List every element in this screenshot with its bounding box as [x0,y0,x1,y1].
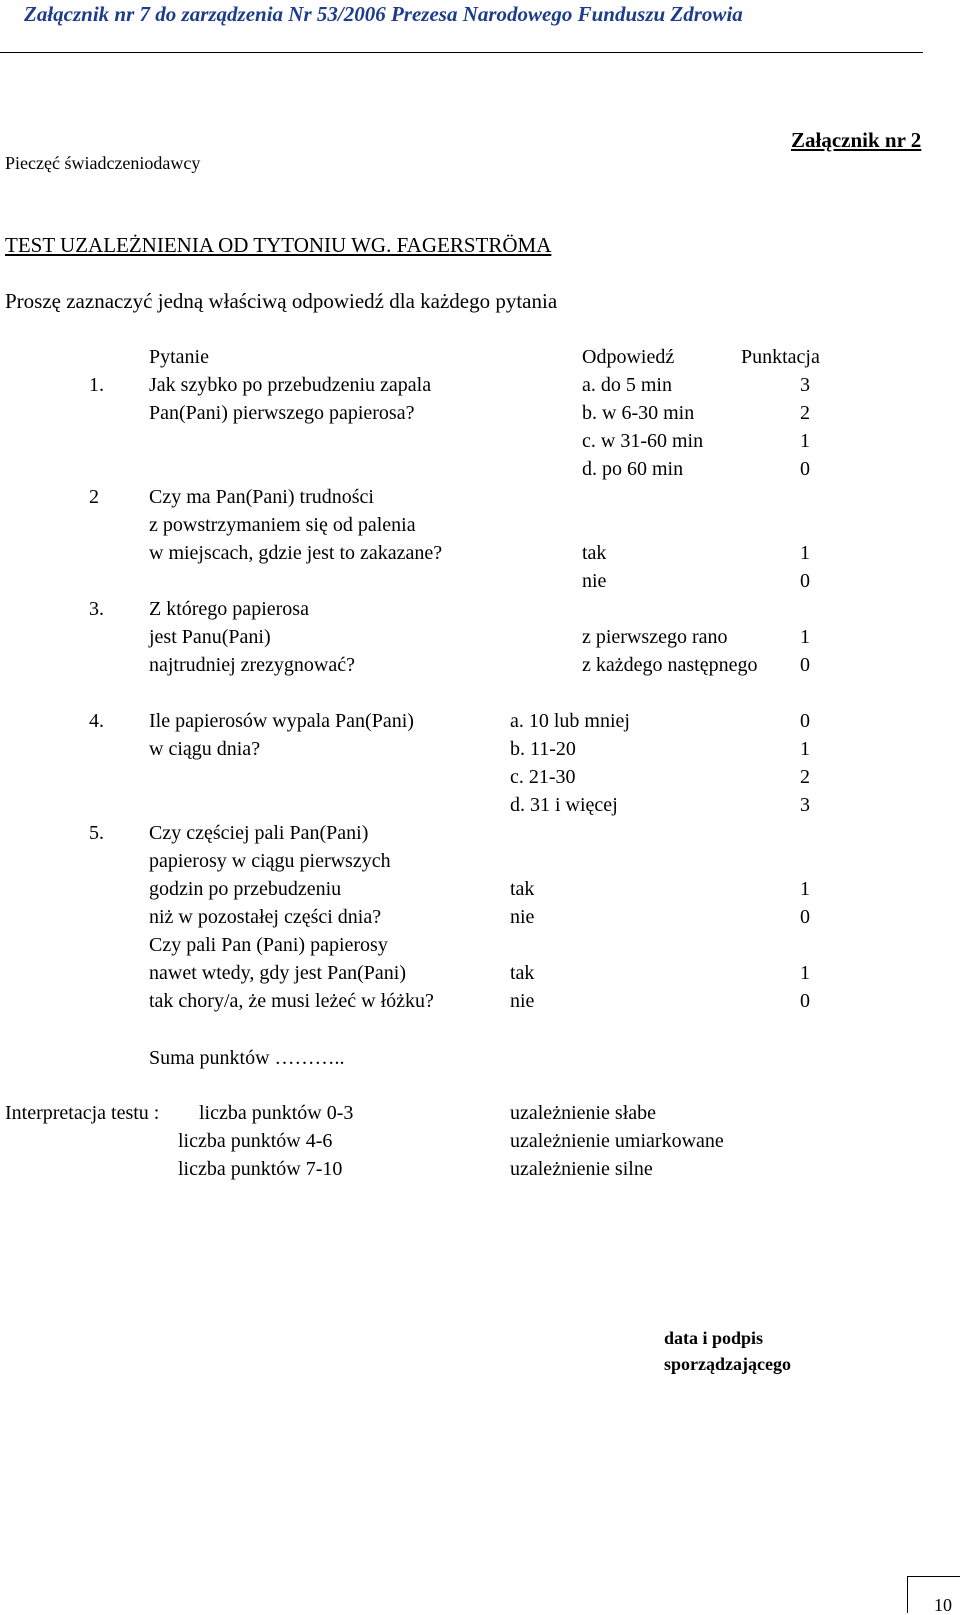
signature-line2: sporządzającego [664,1354,791,1374]
question-text: najtrudniej zrezygnować? [149,654,356,676]
interpretation-result: uzależnienie silne [510,1158,653,1180]
page-number: 10 [934,1595,952,1615]
answer-points: 1 [800,738,810,760]
column-answer: Odpowiedź [582,346,675,368]
answer-points: 0 [800,570,810,592]
question-text: Czy pali Pan (Pani) papierosy [149,934,388,956]
answer-option: tak [510,878,535,900]
answer-option: z pierwszego rano [582,626,728,648]
answer-option: nie [510,990,535,1012]
question-number: 3. [89,598,104,620]
answer-option: b. 11-20 [510,738,576,760]
interpretation-range: liczba punktów 4-6 [178,1130,333,1152]
interpretation-label: Interpretacja testu : [5,1102,160,1124]
signature-line1: data i podpis [664,1328,764,1348]
answer-points: 2 [800,402,810,424]
answer-points: 0 [800,710,810,732]
question-text: jest Panu(Pani) [149,626,271,648]
answer-points: 0 [800,990,810,1012]
question-text: Jak szybko po przebudzeniu zapala [149,374,432,396]
answer-points: 1 [800,626,810,648]
question-text: godzin po przebudzeniu [149,878,342,900]
answer-option: tak [582,542,607,564]
question-number: 4. [89,710,104,732]
test-instruction: Proszę zaznaczyć jedną właściwą odpowiedź dla każdego pytania [5,289,558,313]
answer-option: z każdego następnego [582,654,758,676]
answer-points: 3 [800,794,810,816]
answer-points: 0 [800,906,810,928]
interpretation-range: liczba punktów 0-3 [199,1102,354,1124]
answer-points: 1 [800,962,810,984]
answer-option: a. 10 lub mniej [510,710,630,732]
answer-option: d. 31 i więcej [510,794,618,816]
question-text: tak chory/a, że musi leżeć w łóżku? [149,990,434,1012]
question-text: nawet wtedy, gdy jest Pan(Pani) [149,962,406,984]
interpretation-range: liczba punktów 7-10 [178,1158,343,1180]
answer-option: c. 21-30 [510,766,576,788]
question-text: Ile papierosów wypala Pan(Pani) [149,710,414,732]
question-text: Czy częściej pali Pan(Pani) [149,822,369,844]
answer-points: 1 [800,430,810,452]
question-number: 2 [89,486,99,508]
question-text: Pan(Pani) pierwszego papierosa? [149,402,415,424]
question-text: Z którego papierosa [149,598,309,620]
answer-option: d. po 60 min [582,458,684,480]
question-text: papierosy w ciągu pierwszych [149,850,391,872]
answer-points: 3 [800,374,810,396]
document-header: Załącznik nr 7 do zarządzenia Nr 53/2006 Prezesa Narodowego Funduszu Zdrowia [24,2,743,26]
annex-label: Załącznik nr 2 [791,128,922,152]
answer-points: 1 [800,542,810,564]
answer-option: c. w 31-60 min [582,430,704,452]
question-text: w miejscach, gdzie jest to zakazane? [149,542,443,564]
column-score: Punktacja [741,346,820,368]
answer-points: 0 [800,458,810,480]
answer-option: b. w 6-30 min [582,402,695,424]
answer-option: a. do 5 min [582,374,672,396]
question-text: Czy ma Pan(Pani) trudności [149,486,374,508]
sum-label: Suma punktów ……….. [149,1047,345,1069]
answer-option: tak [510,962,535,984]
answer-option: nie [510,906,535,928]
answer-points: 2 [800,766,810,788]
question-number: 5. [89,822,104,844]
question-text: niż w pozostałej części dnia? [149,906,382,928]
question-number: 1. [89,374,104,396]
question-text: w ciągu dnia? [149,738,261,760]
interpretation-result: uzależnienie słabe [510,1102,657,1124]
header-rule [0,52,923,53]
stamp-label: Pieczęć świadczeniodawcy [5,153,201,173]
test-title: TEST UZALEŻNIENIA OD TYTONIU WG. FAGERSTRÖMA [5,233,552,257]
answer-option: nie [582,570,607,592]
answer-points: 0 [800,654,810,676]
answer-points: 1 [800,878,810,900]
column-question: Pytanie [149,346,209,368]
interpretation-result: uzależnienie umiarkowane [510,1130,724,1152]
question-text: z powstrzymaniem się od palenia [149,514,416,536]
